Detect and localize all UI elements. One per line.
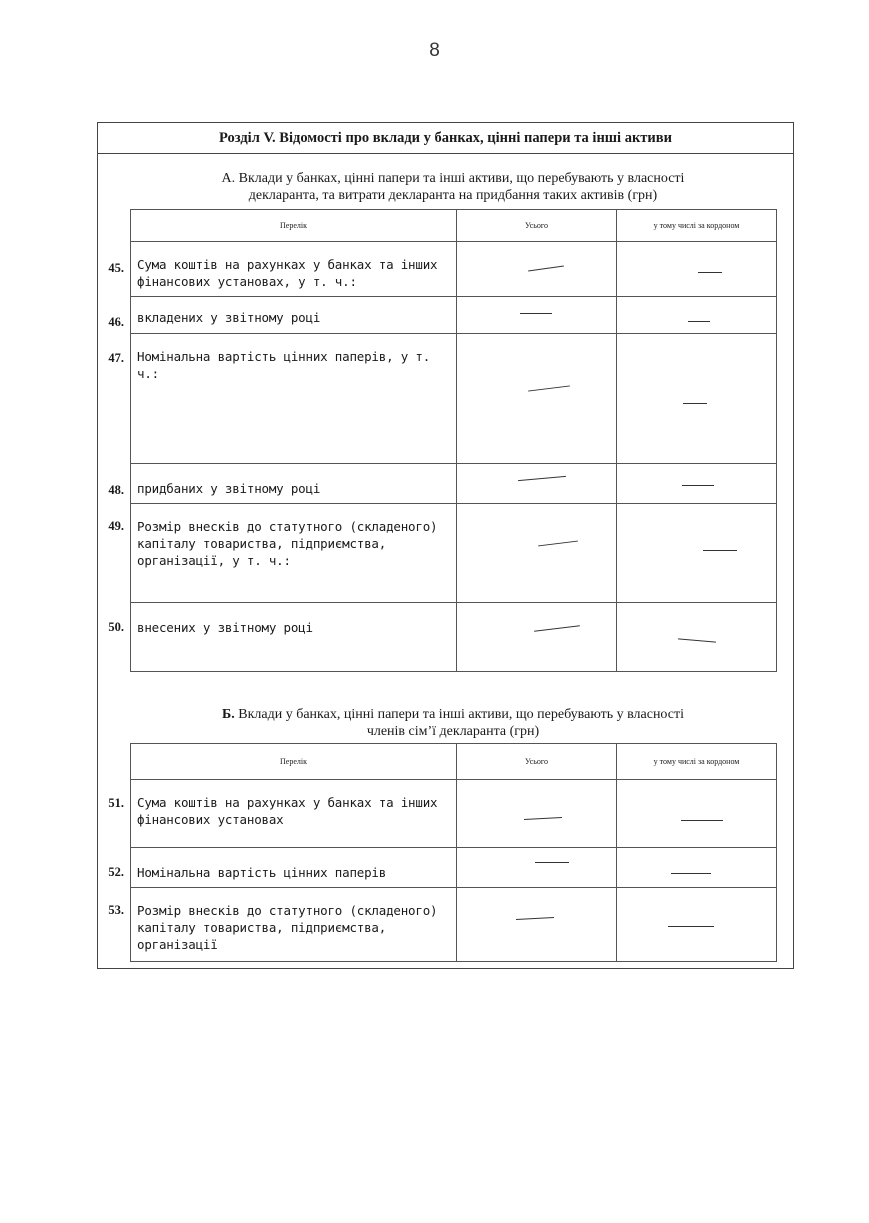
page-number: 8	[429, 40, 440, 61]
subsection-b-label: Б.	[221, 707, 235, 722]
dash-mark-icon	[698, 272, 722, 273]
subsection-b-title-line2: членів сім’ї декларанта (грн)	[366, 724, 540, 739]
dash-mark-icon	[682, 485, 714, 486]
row-46-text: вкладених у звітному році	[131, 297, 457, 334]
row-52-text: Номінальна вартість цінних паперів	[131, 848, 457, 888]
header-total: Усього	[457, 744, 617, 780]
row-47-abroad[interactable]	[617, 334, 777, 464]
row-52-total[interactable]	[457, 848, 617, 888]
dash-mark-icon	[671, 873, 711, 874]
row-50-abroad[interactable]	[617, 603, 777, 672]
header-total: Усього	[457, 210, 617, 242]
subsection-b-title-line1: Вклади у банках, цінні папери та інші активи, що перебувають у власності	[238, 707, 685, 722]
row-47-text: Номінальна вартість цінних паперів, у т. ч.:	[131, 334, 457, 464]
row-49-text: Розмір внесків до статутного (складеного) капіталу товариства, підприємства, організації, у т. ч.:	[131, 504, 457, 603]
row-51-total[interactable]	[457, 780, 617, 848]
row-number-51: 51.	[108, 796, 124, 810]
dash-mark-icon	[520, 313, 552, 314]
table-row	[131, 888, 777, 962]
table-b	[130, 743, 777, 962]
table-row	[131, 334, 777, 464]
subsection-a-title	[130, 170, 776, 204]
row-number-47: 47.	[108, 351, 124, 365]
header-abroad: у тому числі за кордоном	[617, 744, 777, 780]
row-53-total[interactable]	[457, 888, 617, 962]
row-48-text: придбаних у звітному році	[131, 464, 457, 504]
row-51-text: Сума коштів на рахунках у банках та інших фінансових установах	[131, 780, 457, 848]
dash-mark-icon	[535, 862, 569, 863]
table-b-header	[131, 744, 777, 780]
table-row	[131, 603, 777, 672]
table-row	[131, 297, 777, 334]
dash-mark-icon	[668, 926, 714, 927]
row-45-text: Сума коштів на рахунках у банках та інших фінансових установах, у т. ч.:	[131, 242, 457, 297]
row-51-abroad[interactable]	[617, 780, 777, 848]
subsection-a-title-line1: Вклади у банках, цінні папери та інші активи, що перебувають у власності	[238, 171, 685, 186]
table-a-header	[131, 210, 777, 242]
row-45-abroad[interactable]	[617, 242, 777, 297]
row-number-45: 45.	[108, 261, 124, 275]
row-number-50: 50.	[108, 620, 124, 634]
table-a	[130, 209, 777, 672]
table-row	[131, 848, 777, 888]
table-row	[131, 242, 777, 297]
table-row	[131, 780, 777, 848]
table-row	[131, 464, 777, 504]
row-number-53: 53.	[108, 903, 124, 917]
row-48-total[interactable]	[457, 464, 617, 504]
header-abroad: у тому числі за кордоном	[617, 210, 777, 242]
row-46-abroad[interactable]	[617, 297, 777, 334]
header-perelik: Перелік	[131, 744, 457, 780]
dash-mark-icon	[683, 403, 707, 404]
row-number-49: 49.	[108, 519, 124, 533]
subsection-a-label: А.	[221, 171, 236, 186]
dash-mark-icon	[681, 820, 723, 821]
row-46-total[interactable]	[457, 297, 617, 334]
row-50-text: внесених у звітному році	[131, 603, 457, 672]
dash-mark-icon	[703, 550, 737, 551]
section-title: Розділ V. Відомості про вклади у банках, цінні папери та інші активи	[97, 122, 794, 154]
subsection-b-title	[130, 706, 776, 740]
row-number-46: 46.	[108, 315, 124, 329]
row-47-total[interactable]	[457, 334, 617, 464]
header-perelik: Перелік	[131, 210, 457, 242]
subsection-a-title-line2: декларанта, та витрати декларанта на придбання таких активів (грн)	[248, 188, 658, 203]
row-53-abroad[interactable]	[617, 888, 777, 962]
row-49-total[interactable]	[457, 504, 617, 603]
row-53-text: Розмір внесків до статутного (складеного) капіталу товариства, підприємства, організації	[131, 888, 457, 962]
dash-mark-icon	[688, 321, 710, 322]
row-number-48: 48.	[108, 483, 124, 497]
row-50-total[interactable]	[457, 603, 617, 672]
table-row	[131, 504, 777, 603]
row-52-abroad[interactable]	[617, 848, 777, 888]
row-49-abroad[interactable]	[617, 504, 777, 603]
row-number-52: 52.	[108, 865, 124, 879]
row-48-abroad[interactable]	[617, 464, 777, 504]
